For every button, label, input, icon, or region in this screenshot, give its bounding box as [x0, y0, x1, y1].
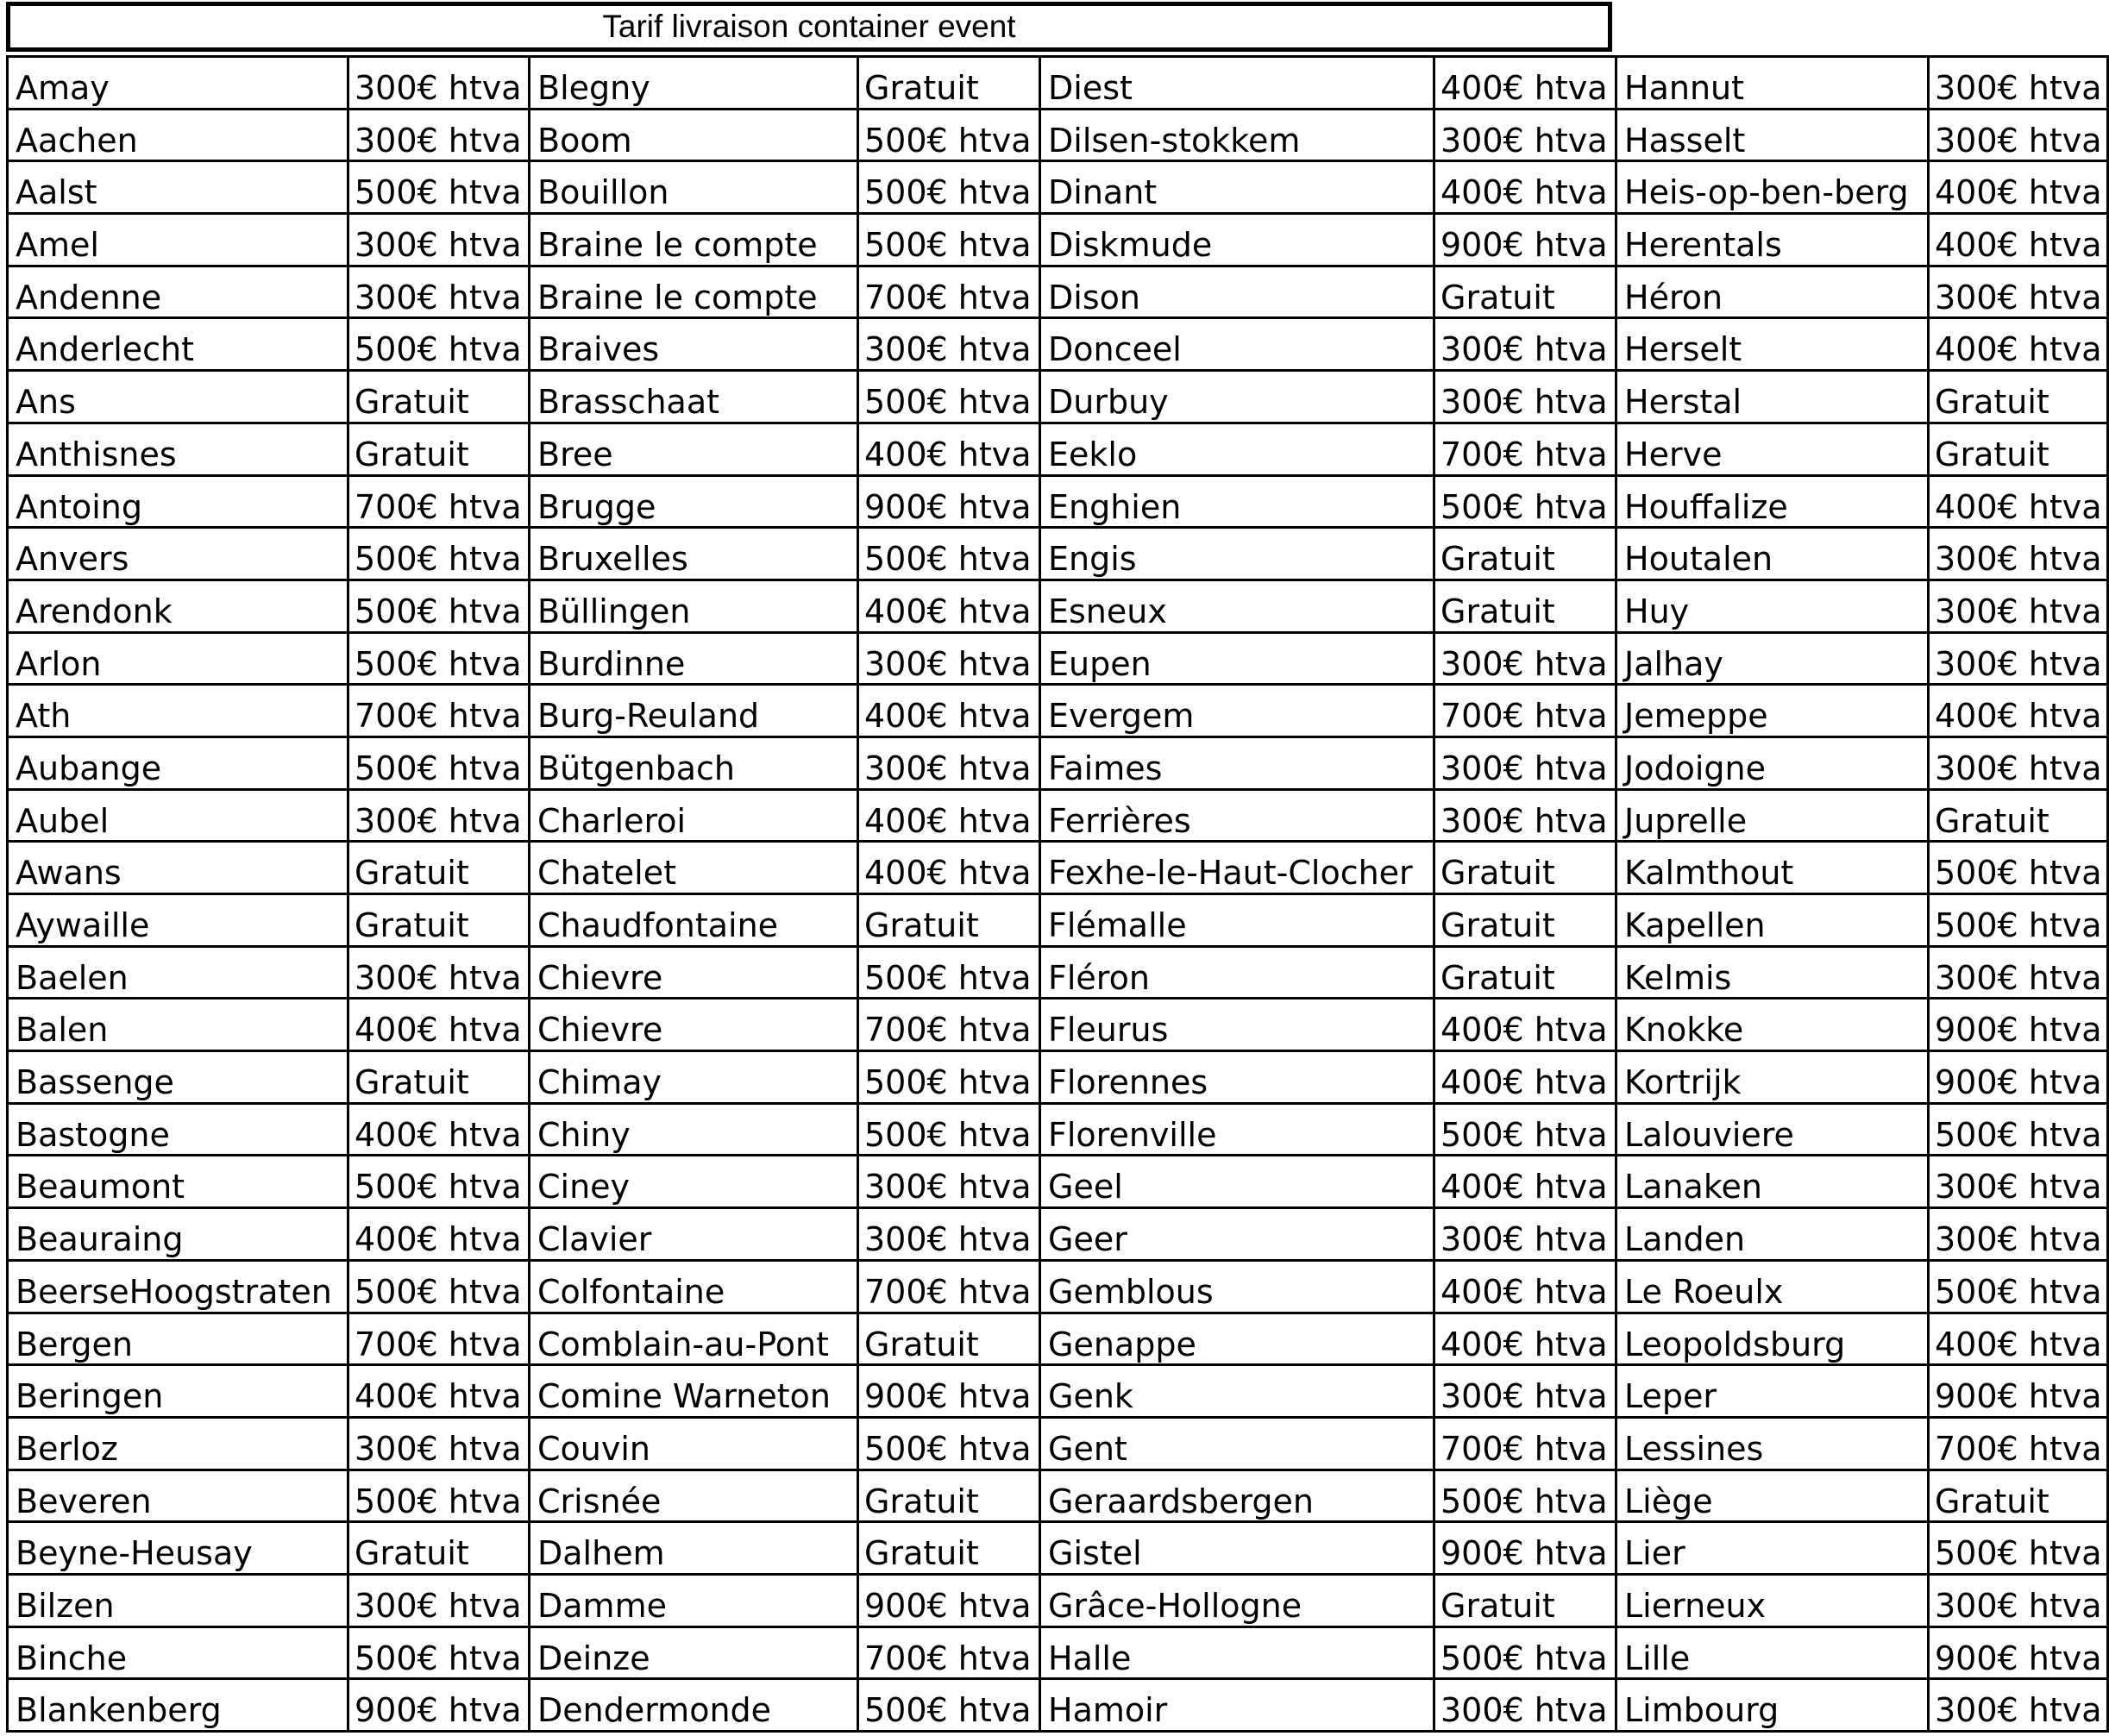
city-cell: Dilsen-stokkem — [1040, 109, 1434, 161]
city-cell: Leper — [1616, 1365, 1929, 1418]
table-row — [8, 1626, 2108, 1679]
price-cell: 900€ htva — [1929, 1051, 2108, 1104]
city-cell: Burg-Reuland — [530, 685, 858, 737]
city-cell: Diest — [1040, 57, 1434, 110]
price-cell: 300€ htva — [1434, 318, 1616, 371]
city-cell: Geel — [1040, 1156, 1434, 1208]
price-cell: 400€ htva — [858, 423, 1040, 475]
price-cell: 700€ htva — [858, 1626, 1040, 1679]
city-cell: Florennes — [1040, 1051, 1434, 1104]
price-cell: Gratuit — [1434, 894, 1616, 947]
city-cell: Gistel — [1040, 1522, 1434, 1575]
price-cell: 500€ htva — [1929, 1522, 2108, 1575]
city-cell: BeerseHoogstraten — [8, 1260, 348, 1313]
city-cell: Kapellen — [1616, 894, 1929, 947]
price-cell: Gratuit — [858, 894, 1040, 947]
city-cell: Halle — [1040, 1626, 1434, 1679]
price-cell: 500€ htva — [858, 214, 1040, 266]
price-cell: 300€ htva — [1434, 371, 1616, 423]
city-cell: Eupen — [1040, 632, 1434, 685]
table-row — [8, 1574, 2108, 1626]
price-cell: 500€ htva — [348, 318, 530, 371]
price-cell: 300€ htva — [858, 1208, 1040, 1261]
price-cell: 500€ htva — [858, 1417, 1040, 1470]
city-cell: Florenville — [1040, 1103, 1434, 1156]
price-cell: 700€ htva — [858, 999, 1040, 1051]
city-cell: Dison — [1040, 266, 1434, 318]
price-cell: 300€ htva — [348, 1574, 530, 1626]
price-cell: 400€ htva — [1434, 1156, 1616, 1208]
price-cell: 700€ htva — [348, 475, 530, 528]
table-row — [8, 1208, 2108, 1261]
table-row — [8, 789, 2108, 842]
price-cell: 300€ htva — [1929, 109, 2108, 161]
city-cell: Dalhem — [530, 1522, 858, 1575]
table-row — [8, 1103, 2108, 1156]
price-cell: 500€ htva — [858, 1051, 1040, 1104]
city-cell: Büllingen — [530, 580, 858, 632]
city-cell: Geraardsbergen — [1040, 1470, 1434, 1522]
city-cell: Deinze — [530, 1626, 858, 1679]
price-cell: 300€ htva — [1929, 57, 2108, 110]
price-cell: 400€ htva — [858, 580, 1040, 632]
price-cell: 300€ htva — [858, 1156, 1040, 1208]
city-cell: Fléron — [1040, 946, 1434, 999]
price-cell: 500€ htva — [858, 109, 1040, 161]
table-row — [8, 57, 2108, 110]
city-cell: Beauraing — [8, 1208, 348, 1261]
city-cell: Hamoir — [1040, 1679, 1434, 1732]
city-cell: Couvin — [530, 1417, 858, 1470]
price-cell: 500€ htva — [348, 580, 530, 632]
price-cell: 500€ htva — [858, 946, 1040, 999]
price-cell: 500€ htva — [1929, 1260, 2108, 1313]
city-cell: Arlon — [8, 632, 348, 685]
price-cell: 400€ htva — [1434, 161, 1616, 214]
price-cell: Gratuit — [1434, 580, 1616, 632]
city-cell: Lille — [1616, 1626, 1929, 1679]
price-cell: 900€ htva — [1929, 999, 2108, 1051]
price-cell: Gratuit — [348, 1522, 530, 1575]
city-cell: Héron — [1616, 266, 1929, 318]
city-cell: Aalst — [8, 161, 348, 214]
price-cell: 300€ htva — [1434, 632, 1616, 685]
price-cell: 700€ htva — [1434, 1417, 1616, 1470]
city-cell: Lierneux — [1616, 1574, 1929, 1626]
city-cell: Bruxelles — [530, 528, 858, 580]
city-cell: Grâce-Hollogne — [1040, 1574, 1434, 1626]
price-cell: 400€ htva — [1434, 1313, 1616, 1365]
price-cell: 300€ htva — [1434, 109, 1616, 161]
city-cell: Herve — [1616, 423, 1929, 475]
city-cell: Kortrijk — [1616, 1051, 1929, 1104]
price-cell: 400€ htva — [348, 999, 530, 1051]
city-cell: Chiny — [530, 1103, 858, 1156]
city-cell: Brugge — [530, 475, 858, 528]
price-cell: 300€ htva — [1929, 1679, 2108, 1732]
city-cell: Lier — [1616, 1522, 1929, 1575]
price-cell: 300€ htva — [858, 318, 1040, 371]
city-cell: Comblain-au-Pont — [530, 1313, 858, 1365]
city-cell: Anthisnes — [8, 423, 348, 475]
city-cell: Blegny — [530, 57, 858, 110]
price-cell: 300€ htva — [1434, 736, 1616, 789]
table-row — [8, 1679, 2108, 1732]
city-cell: Gemblous — [1040, 1260, 1434, 1313]
city-cell: Burdinne — [530, 632, 858, 685]
city-cell: Binche — [8, 1626, 348, 1679]
table-row — [8, 266, 2108, 318]
price-cell: 500€ htva — [858, 1103, 1040, 1156]
city-cell: Baelen — [8, 946, 348, 999]
city-cell: Liège — [1616, 1470, 1929, 1522]
price-cell: 500€ htva — [348, 736, 530, 789]
city-cell: Boom — [530, 109, 858, 161]
price-cell: 300€ htva — [348, 214, 530, 266]
city-cell: Donceel — [1040, 318, 1434, 371]
price-cell: 700€ htva — [858, 266, 1040, 318]
city-cell: Bergen — [8, 1313, 348, 1365]
city-cell: Bouillon — [530, 161, 858, 214]
city-cell: Hasselt — [1616, 109, 1929, 161]
city-cell: Blankenberg — [8, 1679, 348, 1732]
price-cell: 300€ htva — [1929, 266, 2108, 318]
city-cell: Beringen — [8, 1365, 348, 1418]
city-cell: Andenne — [8, 266, 348, 318]
city-cell: Jemeppe — [1616, 685, 1929, 737]
city-cell: Colfontaine — [530, 1260, 858, 1313]
city-cell: Lalouviere — [1616, 1103, 1929, 1156]
city-cell: Bastogne — [8, 1103, 348, 1156]
price-cell: 500€ htva — [348, 1260, 530, 1313]
price-cell: 300€ htva — [1929, 1156, 2108, 1208]
table-row — [8, 1313, 2108, 1365]
table-row — [8, 475, 2108, 528]
city-cell: Brasschaat — [530, 371, 858, 423]
city-cell: Bilzen — [8, 1574, 348, 1626]
price-cell: Gratuit — [1434, 946, 1616, 999]
table-row — [8, 109, 2108, 161]
city-cell: Evergem — [1040, 685, 1434, 737]
price-cell: Gratuit — [348, 1051, 530, 1104]
price-cell: 700€ htva — [348, 685, 530, 737]
city-cell: Le Roeulx — [1616, 1260, 1929, 1313]
table-row — [8, 580, 2108, 632]
city-cell: Faimes — [1040, 736, 1434, 789]
city-cell: Chievre — [530, 946, 858, 999]
city-cell: Juprelle — [1616, 789, 1929, 842]
city-cell: Jodoigne — [1616, 736, 1929, 789]
price-cell: 500€ htva — [858, 1679, 1040, 1732]
city-cell: Charleroi — [530, 789, 858, 842]
city-cell: Genappe — [1040, 1313, 1434, 1365]
city-cell: Huy — [1616, 580, 1929, 632]
city-cell: Lessines — [1616, 1417, 1929, 1470]
price-cell: Gratuit — [348, 423, 530, 475]
price-cell: Gratuit — [858, 1313, 1040, 1365]
price-cell: Gratuit — [1929, 423, 2108, 475]
table-row — [8, 1051, 2108, 1104]
price-cell: 400€ htva — [1929, 1313, 2108, 1365]
price-cell: 500€ htva — [858, 528, 1040, 580]
city-cell: Braine le compte — [530, 214, 858, 266]
price-cell: 500€ htva — [348, 632, 530, 685]
city-cell: Chievre — [530, 999, 858, 1051]
price-cell: Gratuit — [858, 1522, 1040, 1575]
price-cell: 300€ htva — [1434, 789, 1616, 842]
city-cell: Damme — [530, 1574, 858, 1626]
price-cell: 500€ htva — [1929, 842, 2108, 894]
price-cell: 900€ htva — [348, 1679, 530, 1732]
price-cell: 500€ htva — [348, 1156, 530, 1208]
price-cell: Gratuit — [348, 371, 530, 423]
city-cell: Beveren — [8, 1470, 348, 1522]
price-cell: 500€ htva — [348, 1626, 530, 1679]
price-cell: 400€ htva — [858, 789, 1040, 842]
price-cell: 300€ htva — [858, 736, 1040, 789]
table-row — [8, 632, 2108, 685]
price-cell: 300€ htva — [1434, 1679, 1616, 1732]
city-cell: Flémalle — [1040, 894, 1434, 947]
price-cell: 500€ htva — [1434, 1103, 1616, 1156]
price-cell: 300€ htva — [348, 946, 530, 999]
price-cell: 400€ htva — [348, 1103, 530, 1156]
price-cell: 300€ htva — [348, 266, 530, 318]
price-cell: 400€ htva — [858, 685, 1040, 737]
price-cell: Gratuit — [1929, 1470, 2108, 1522]
price-cell: 900€ htva — [1929, 1365, 2108, 1418]
price-cell: 900€ htva — [858, 1365, 1040, 1418]
price-cell: 400€ htva — [858, 842, 1040, 894]
city-cell: Herselt — [1616, 318, 1929, 371]
city-cell: Genk — [1040, 1365, 1434, 1418]
city-cell: Esneux — [1040, 580, 1434, 632]
price-cell: 500€ htva — [1434, 1470, 1616, 1522]
city-cell: Limbourg — [1616, 1679, 1929, 1732]
city-cell: Geer — [1040, 1208, 1434, 1261]
price-cell: 400€ htva — [1434, 999, 1616, 1051]
city-cell: Houffalize — [1616, 475, 1929, 528]
table-row — [8, 894, 2108, 947]
price-cell: 700€ htva — [1434, 423, 1616, 475]
price-cell: Gratuit — [1929, 371, 2108, 423]
table-row — [8, 214, 2108, 266]
table-row — [8, 1470, 2108, 1522]
price-cell: 300€ htva — [348, 789, 530, 842]
city-cell: Kalmthout — [1616, 842, 1929, 894]
city-cell: Knokke — [1616, 999, 1929, 1051]
table-title: Tarif livraison container event — [6, 2, 1612, 52]
price-cell: 300€ htva — [858, 632, 1040, 685]
price-cell: 300€ htva — [1929, 1574, 2108, 1626]
price-cell: 400€ htva — [1434, 57, 1616, 110]
city-cell: Braine le compte — [530, 266, 858, 318]
city-cell: Anvers — [8, 528, 348, 580]
city-cell: Dinant — [1040, 161, 1434, 214]
city-cell: Chimay — [530, 1051, 858, 1104]
table-row — [8, 528, 2108, 580]
table-row — [8, 1417, 2108, 1470]
price-cell: 400€ htva — [348, 1365, 530, 1418]
table-row — [8, 423, 2108, 475]
city-cell: Eeklo — [1040, 423, 1434, 475]
price-cell: 500€ htva — [858, 161, 1040, 214]
price-cell: 400€ htva — [348, 1208, 530, 1261]
city-cell: Balen — [8, 999, 348, 1051]
price-cell: 300€ htva — [348, 57, 530, 110]
price-cell: 900€ htva — [858, 475, 1040, 528]
price-cell: 400€ htva — [1929, 318, 2108, 371]
city-cell: Arendonk — [8, 580, 348, 632]
city-cell: Clavier — [530, 1208, 858, 1261]
price-cell: 300€ htva — [1929, 1208, 2108, 1261]
price-cell: 500€ htva — [858, 371, 1040, 423]
price-cell: 400€ htva — [1929, 161, 2108, 214]
city-cell: Hannut — [1616, 57, 1929, 110]
table-row — [8, 318, 2108, 371]
city-cell: Bütgenbach — [530, 736, 858, 789]
city-cell: Ciney — [530, 1156, 858, 1208]
table-row — [8, 1522, 2108, 1575]
city-cell: Bree — [530, 423, 858, 475]
city-cell: Lanaken — [1616, 1156, 1929, 1208]
price-cell: Gratuit — [1434, 842, 1616, 894]
city-cell: Antoing — [8, 475, 348, 528]
price-cell: Gratuit — [858, 57, 1040, 110]
price-cell: 400€ htva — [1929, 475, 2108, 528]
price-cell: 500€ htva — [1434, 1626, 1616, 1679]
price-cell: 500€ htva — [348, 1470, 530, 1522]
table-row — [8, 685, 2108, 737]
price-cell: Gratuit — [858, 1470, 1040, 1522]
city-cell: Fleurus — [1040, 999, 1434, 1051]
city-cell: Awans — [8, 842, 348, 894]
city-cell: Leopoldsburg — [1616, 1313, 1929, 1365]
table-row — [8, 999, 2108, 1051]
city-cell: Chaudfontaine — [530, 894, 858, 947]
price-cell: 400€ htva — [1434, 1051, 1616, 1104]
price-cell: 300€ htva — [1929, 736, 2108, 789]
city-cell: Herentals — [1616, 214, 1929, 266]
price-cell: 400€ htva — [1929, 685, 2108, 737]
price-cell: Gratuit — [1929, 789, 2108, 842]
city-cell: Beyne-Heusay — [8, 1522, 348, 1575]
price-cell: 300€ htva — [1434, 1365, 1616, 1418]
city-cell: Landen — [1616, 1208, 1929, 1261]
price-cell: 700€ htva — [858, 1260, 1040, 1313]
city-cell: Braives — [530, 318, 858, 371]
city-cell: Comine Warneton — [530, 1365, 858, 1418]
price-cell: Gratuit — [348, 894, 530, 947]
city-cell: Dendermonde — [530, 1679, 858, 1732]
price-cell: 300€ htva — [348, 109, 530, 161]
city-cell: Aubel — [8, 789, 348, 842]
price-cell: 900€ htva — [1434, 214, 1616, 266]
price-cell: 900€ htva — [1929, 1626, 2108, 1679]
price-cell: 900€ htva — [858, 1574, 1040, 1626]
city-cell: Aachen — [8, 109, 348, 161]
table-row — [8, 161, 2108, 214]
city-cell: Berloz — [8, 1417, 348, 1470]
table-row — [8, 842, 2108, 894]
city-cell: Bassenge — [8, 1051, 348, 1104]
city-cell: Diskmude — [1040, 214, 1434, 266]
table-row — [8, 946, 2108, 999]
city-cell: Anderlecht — [8, 318, 348, 371]
city-cell: Herstal — [1616, 371, 1929, 423]
price-cell: 300€ htva — [1929, 580, 2108, 632]
price-cell: 500€ htva — [1929, 894, 2108, 947]
city-cell: Ath — [8, 685, 348, 737]
price-cell: 400€ htva — [1434, 1260, 1616, 1313]
city-cell: Fexhe-le-Haut-Clocher — [1040, 842, 1434, 894]
city-cell: Aywaille — [8, 894, 348, 947]
city-cell: Jalhay — [1616, 632, 1929, 685]
price-cell: 700€ htva — [348, 1313, 530, 1365]
city-cell: Heis-op-ben-berg — [1616, 161, 1929, 214]
price-cell: 300€ htva — [1929, 946, 2108, 999]
city-cell: Beaumont — [8, 1156, 348, 1208]
tariff-table — [6, 55, 2109, 1733]
table-row — [8, 371, 2108, 423]
city-cell: Chatelet — [530, 842, 858, 894]
price-cell: 300€ htva — [348, 1417, 530, 1470]
price-cell: Gratuit — [348, 842, 530, 894]
city-cell: Gent — [1040, 1417, 1434, 1470]
price-cell: Gratuit — [1434, 528, 1616, 580]
price-cell: 400€ htva — [1929, 214, 2108, 266]
city-cell: Durbuy — [1040, 371, 1434, 423]
city-cell: Aubange — [8, 736, 348, 789]
price-cell: 300€ htva — [1929, 528, 2108, 580]
price-cell: Gratuit — [1434, 266, 1616, 318]
city-cell: Engis — [1040, 528, 1434, 580]
price-cell: 500€ htva — [1929, 1103, 2108, 1156]
city-cell: Enghien — [1040, 475, 1434, 528]
city-cell: Houtalen — [1616, 528, 1929, 580]
price-cell: 900€ htva — [1434, 1522, 1616, 1575]
city-cell: Amay — [8, 57, 348, 110]
price-cell: 700€ htva — [1434, 685, 1616, 737]
city-cell: Crisnée — [530, 1470, 858, 1522]
city-cell: Ans — [8, 371, 348, 423]
price-cell: 300€ htva — [1929, 632, 2108, 685]
table-row — [8, 1156, 2108, 1208]
city-cell: Amel — [8, 214, 348, 266]
table-row — [8, 1260, 2108, 1313]
price-cell: 300€ htva — [1434, 1208, 1616, 1261]
price-cell: 500€ htva — [348, 528, 530, 580]
city-cell: Kelmis — [1616, 946, 1929, 999]
table-row — [8, 736, 2108, 789]
price-cell: 500€ htva — [348, 161, 530, 214]
price-cell: 700€ htva — [1929, 1417, 2108, 1470]
price-cell: 500€ htva — [1434, 475, 1616, 528]
price-cell: Gratuit — [1434, 1574, 1616, 1626]
city-cell: Ferrières — [1040, 789, 1434, 842]
table-row — [8, 1365, 2108, 1418]
